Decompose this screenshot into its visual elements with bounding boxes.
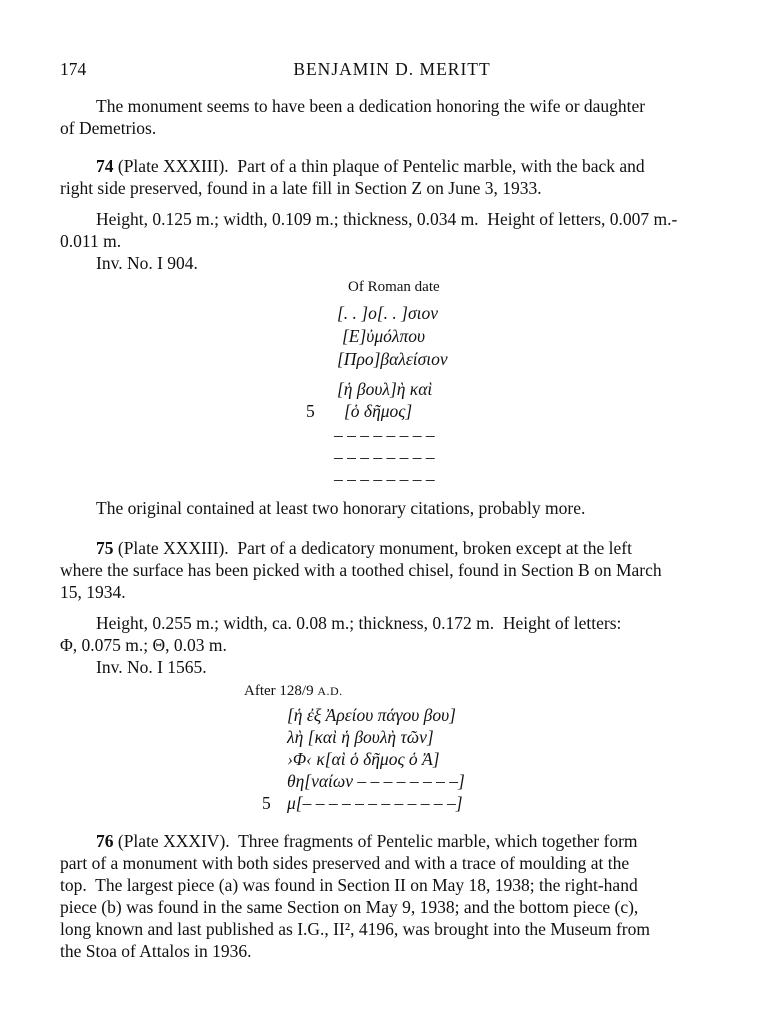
entry-75-date-text: After 128/9 [244,683,314,699]
entry-75-heading: (Plate XXXIII). Part of a dedicatory monument, broken except at the left [113,538,632,558]
entry-74-text-line-2: [Ε]ὐμόλπου [342,326,426,346]
entry-74-text-line-4: [ἡ βουλ]ὴ καὶ [337,379,433,399]
running-head-author: BENJAMIN D. MERITT [293,59,491,79]
entry-75-text-line-3: ›Φ‹ κ[αὶ ὁ δῆμος ὁ Ἀ] [287,749,440,769]
entry-74-lacuna-2: – – – – – – – – [334,447,435,467]
intro-line-2: of Demetrios. [60,118,157,138]
entry-75-number: 75 [96,538,114,558]
entry-74-date: Of Roman date [348,279,440,295]
entry-74-text-line-3: [Προ]βαλείσιον [337,349,448,369]
entry-76-heading: (Plate XXXIV). Three fragments of Pentelic marble, which together form [113,831,638,851]
entry-75-dims-2: Φ, 0.075 m.; Θ, 0.03 m. [60,635,227,655]
entry-74-text-line-5: [ὁ δῆμος] [344,401,413,421]
entry-74-text-line-1: [. . ]ο[. . ]σιον [337,303,439,323]
entry-76-line-6: the Stoa of Attalos in 1936. [60,941,252,961]
entry-74-inventory: Inv. No. I 904. [96,253,198,273]
entry-74-dims-1: Height, 0.125 m.; width, 0.109 m.; thickness, 0.034 m. Height of letters, 0.007 m.- [96,209,678,229]
intro-line-1: The monument seems to have been a dedication honoring the wife or daughter [96,96,646,116]
entry-75-text-line-5: μ[– – – – – – – – – – – –] [287,793,463,813]
entry-74-lacuna-3: – – – – – – – – [334,469,435,489]
entry-75-line-2: where the surface has been picked with a toothed chisel, found in Section B on March [60,560,662,580]
entry-75-line-number: 5 [262,793,271,813]
entry-74-dims-2: 0.011 m. [60,231,122,251]
entry-76-line-1 [96,830,638,852]
entry-74-lacuna-1: – – – – – – – – [334,425,435,445]
entry-75-date-era: A.D. [317,684,343,698]
entry-76-line-5: long known and last published as I.G., II², 4196, was brought into the Museum from [60,919,650,939]
page-number: 174 [60,59,87,79]
entry-74-comment: The original contained at least two honorary citations, probably more. [96,498,586,518]
running-header [60,58,724,80]
entry-75-dims-1: Height, 0.255 m.; width, ca. 0.08 m.; thickness, 0.172 m. Height of letters: [96,613,622,633]
entry-74-number: 74 [96,156,114,176]
entry-75-date [244,680,343,702]
entry-75-text-line-2: λὴ [καὶ ἡ βουλὴ τῶν] [287,727,434,747]
entry-76-number: 76 [96,831,114,851]
entry-75-text-line-1: [ἡ ἐξ Ἀρείου πάγου βου] [287,705,456,725]
entry-76-line-4: piece (b) was found in the same Section on May 9, 1938; and the bottom piece (c), [60,897,639,917]
entry-75-inventory: Inv. No. I 1565. [96,657,207,677]
entry-76-line-2: part of a monument with both sides preserved and with a trace of moulding at the [60,853,630,873]
entry-76-line-3: top. The largest piece (a) was found in Section II on May 18, 1938; the right-hand [60,875,638,895]
entry-74-line-number: 5 [306,401,315,421]
entry-74-line-2: right side preserved, found in a late fill in Section Z on June 3, 1933. [60,178,542,198]
entry-75-line-1 [96,537,632,559]
entry-74-line-1 [96,155,645,177]
entry-75-text-line-4: θη[ναίων – – – – – – – –] [287,771,465,791]
entry-75-line-3: 15, 1934. [60,582,126,602]
entry-74-heading: (Plate XXXIII). Part of a thin plaque of Pentelic marble, with the back and [113,156,645,176]
